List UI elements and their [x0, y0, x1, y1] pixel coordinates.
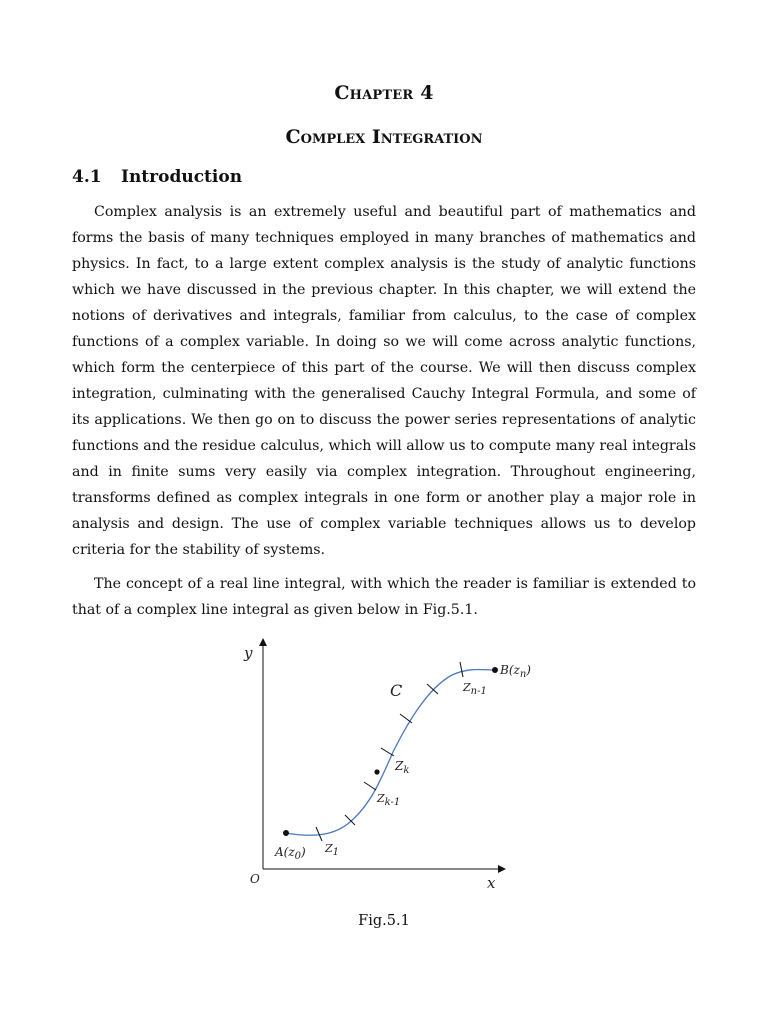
end-point	[492, 667, 498, 673]
line-integral-paragraph: The concept of a real line integral, with which the reader is familiar is extended to that of a complex line integral as given below in Fig.5.1.	[72, 576, 696, 618]
chapter-label: Chapter 4	[334, 82, 434, 104]
z1-label: Z1	[325, 842, 340, 858]
zk-point	[374, 769, 379, 774]
figure-caption: Fig.5.1	[358, 913, 410, 929]
y-axis-label: y	[244, 644, 253, 662]
x-axis-label: x	[487, 874, 496, 892]
section-title: Introduction	[121, 167, 243, 187]
zk-1-label: Zk-1	[377, 792, 401, 808]
origin-label: O	[250, 872, 260, 886]
contour-figure	[230, 630, 540, 900]
end-label: $B(z_n)$	[500, 663, 531, 680]
start-label: $A(z_0)$	[275, 845, 306, 862]
curve-label: C	[390, 681, 403, 700]
start-point	[283, 830, 289, 836]
section-heading	[72, 167, 242, 187]
intro-paragraph: Complex analysis is an extremely useful and beautiful part of mathematics and forms the basis of many techniques employed in many branches of mathematics and physics. In fact, to a large extent complex analysis is the study of analytic functions which we have discussed in the previous chapter. In this chapter, we will extend the notions of derivatives and integrals, familiar from calculus, to the case of complex functions of a complex variable. In doing so we will come across analytic functions, which form the centerpiece of this part of the course. We will then discuss complex integration, culminating with the generalised Cauchy Integral Formula, and some of its applications. We then go on to discuss the power series representations of analytic functions and the residue calculus, which will allow us to compute many real integrals and in finite sums very easily via complex integration. Throughout engineering, transforms defined as complex integrals in one form or another play a major role in analysis and design. The use of complex variable techniques allows us to develop criteria for the stability of systems.	[72, 204, 696, 558]
zn-1-label: Zn-1	[463, 681, 487, 697]
zk-label: $Z_k$	[395, 759, 410, 776]
section-number: 4.1	[72, 167, 102, 187]
chapter-title: Complex Integration	[285, 126, 483, 148]
